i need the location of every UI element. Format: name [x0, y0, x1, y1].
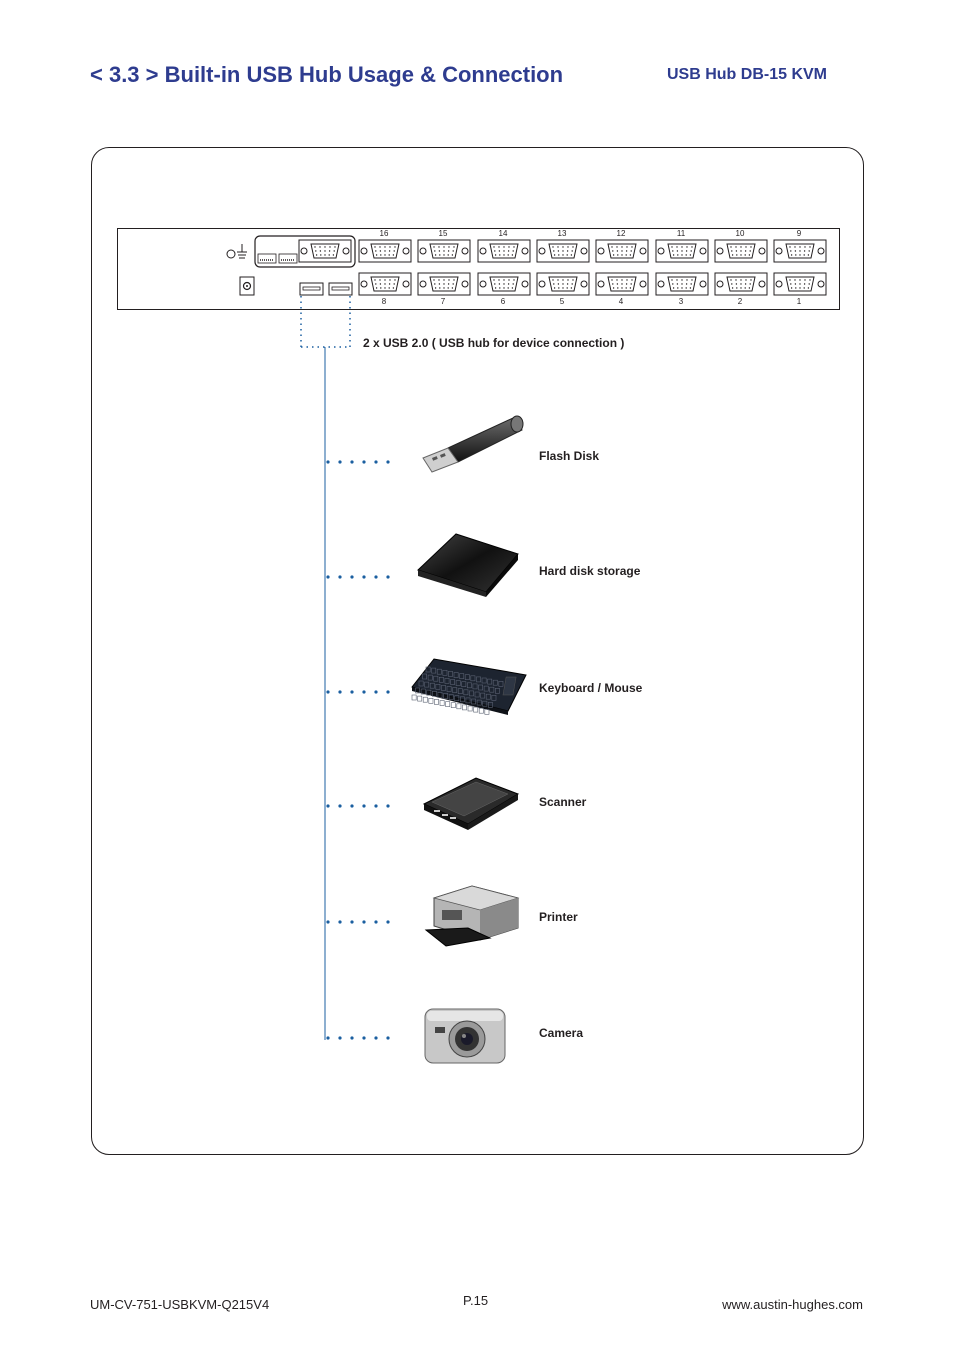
page-number: P.15 — [463, 1293, 489, 1308]
device-label-flash-disk: Flash Disk — [539, 449, 600, 463]
branch-dot — [362, 920, 365, 923]
branch-dot — [338, 804, 341, 807]
port-number-top: 11 — [676, 229, 686, 238]
branch-dot — [326, 575, 329, 578]
branch-dot — [362, 460, 365, 463]
branch-dot — [326, 690, 329, 693]
port-number-top: 10 — [735, 229, 745, 238]
branch-dot — [326, 920, 329, 923]
scanner-icon — [420, 772, 520, 837]
branch-dot — [374, 804, 377, 807]
port-number-bottom: 6 — [500, 297, 506, 306]
branch-dot — [386, 575, 389, 578]
hard-disk-icon — [416, 530, 522, 605]
branch-dot — [374, 920, 377, 923]
device-label-camera: Camera — [539, 1026, 584, 1040]
device-label-printer: Printer — [539, 910, 578, 924]
port-number-top: 9 — [796, 229, 802, 238]
port-number-top: 12 — [616, 229, 626, 238]
branch-dot — [338, 460, 341, 463]
branch-dot — [350, 1036, 353, 1039]
printer-icon — [424, 880, 520, 955]
website-url: www.austin-hughes.com — [722, 1297, 863, 1312]
branch-dot — [362, 690, 365, 693]
flash-disk-icon — [418, 410, 528, 480]
keyboard-icon — [410, 655, 528, 720]
branch-dot — [386, 1036, 389, 1039]
port-number-bottom: 7 — [440, 297, 446, 306]
branch-dot — [350, 804, 353, 807]
branch-dot — [386, 690, 389, 693]
port-number-top: 13 — [557, 229, 567, 238]
branch-dot — [326, 1036, 329, 1039]
branch-dot — [338, 690, 341, 693]
port-number-top: 16 — [379, 229, 389, 238]
port-number-bottom: 4 — [618, 297, 624, 306]
branch-dot — [326, 804, 329, 807]
branch-dot — [350, 575, 353, 578]
port-number-top: 14 — [498, 229, 508, 238]
branch-dot — [362, 575, 365, 578]
branch-dot — [350, 920, 353, 923]
branch-dot — [386, 920, 389, 923]
port-number-bottom: 2 — [737, 297, 743, 306]
branch-dot — [374, 1036, 377, 1039]
port-number-bottom: 5 — [559, 297, 565, 306]
camera-icon — [421, 1003, 507, 1072]
port-number-bottom: 8 — [381, 297, 387, 306]
page-subtitle: USB Hub DB-15 KVM — [667, 66, 828, 83]
document-code: UM-CV-751-USBKVM-Q215V4 — [90, 1297, 270, 1312]
branch-dot — [374, 575, 377, 578]
device-label-scanner: Scanner — [539, 795, 587, 809]
branch-dot — [362, 1036, 365, 1039]
branch-dot — [338, 575, 341, 578]
branch-dot — [338, 1036, 341, 1039]
device-label-hard-disk: Hard disk storage — [539, 564, 641, 578]
branch-dot — [326, 460, 329, 463]
branch-dot — [386, 460, 389, 463]
port-number-top: 15 — [438, 229, 448, 238]
port-number-bottom: 3 — [678, 297, 684, 306]
page-title: < 3.3 > Built-in USB Hub Usage & Connection — [90, 62, 564, 87]
branch-dot — [338, 920, 341, 923]
device-label-keyboard: Keyboard / Mouse — [539, 681, 643, 695]
port-number-bottom: 1 — [796, 297, 802, 306]
branch-dot — [362, 804, 365, 807]
branch-dot — [350, 690, 353, 693]
branch-dot — [386, 804, 389, 807]
branch-dot — [374, 690, 377, 693]
usb-note: 2 x USB 2.0 ( USB hub for device connection ) — [363, 336, 625, 350]
branch-dot — [374, 460, 377, 463]
branch-dot — [350, 460, 353, 463]
